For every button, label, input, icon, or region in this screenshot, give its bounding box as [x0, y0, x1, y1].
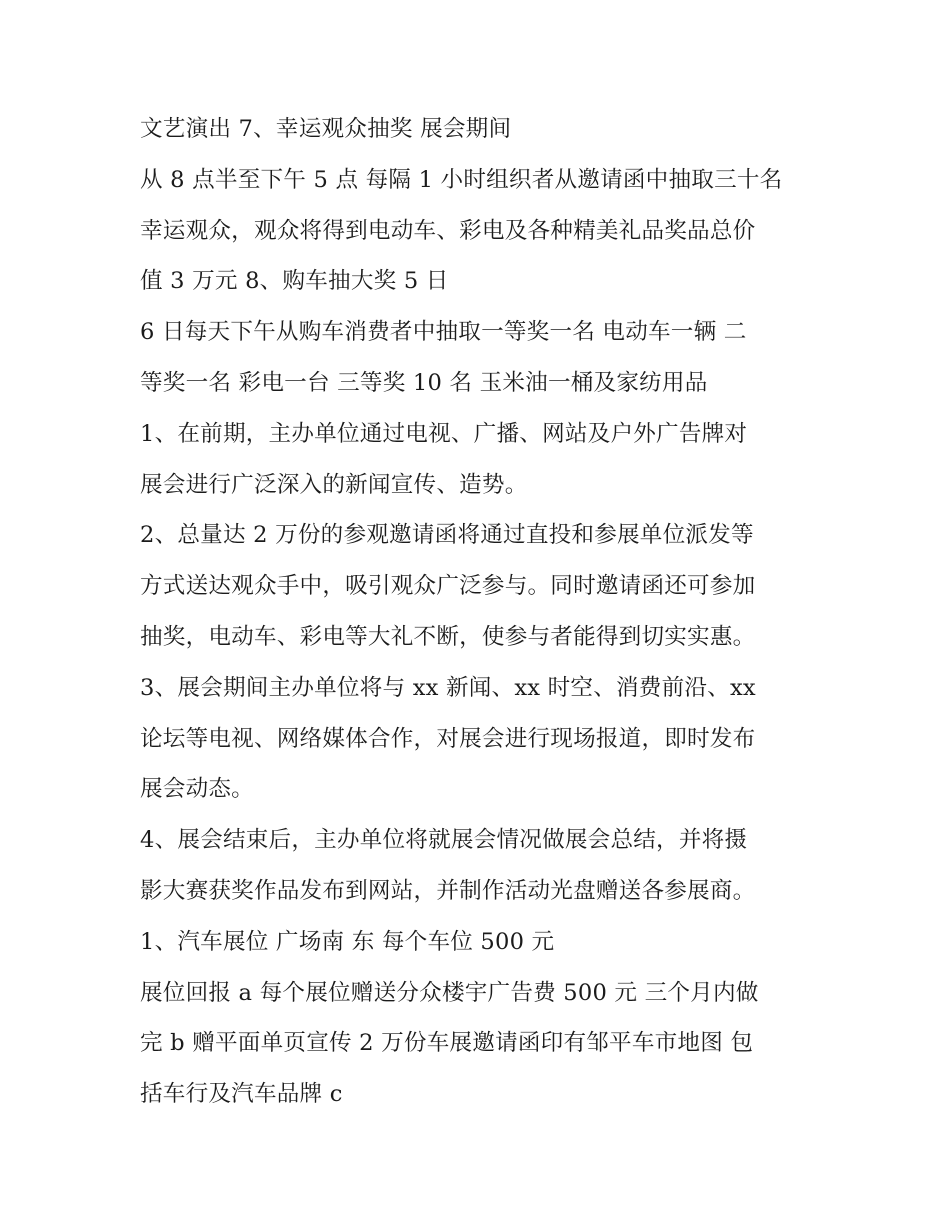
text-line: 等奖一名 彩电一台 三等奖 10 名 玉米油一桶及家纺用品: [140, 369, 708, 396]
text-line: 括车行及汽车品牌 c: [140, 1081, 343, 1108]
text-line: 文艺演出 7、幸运观众抽奖 展会期间: [140, 116, 512, 142]
text-line: 抽奖，电动车、彩电等大礼不断，使参与者能得到切实实惠。: [140, 623, 756, 650]
document-body: [140, 107, 830, 1123]
text-line: 展会进行广泛深入的新闻宣传、造势。: [140, 471, 528, 498]
text-line: 3、展会期间主办单位将与 xx 新闻、xx 时空、消费前沿、xx: [140, 674, 756, 701]
text-line: 6 日每天下午从购车消费者中抽取一等奖一名 电动车一辆 二: [140, 319, 747, 346]
text-line: 4、展会结束后，主办单位将就展会情况做展会总结，并将摄: [140, 827, 748, 854]
text-line: 1、在前期，主办单位通过电视、广播、网站及户外广告牌对: [140, 420, 748, 447]
text-line: 2、总量达 2 万份的参观邀请函将通过直投和参展单位派发等: [140, 522, 754, 549]
text-line: 完 b 赠平面单页宣传 2 万份车展邀请函印有邹平车市地图 包: [140, 1030, 754, 1057]
text-line: 展会动态。: [140, 776, 254, 803]
text-line: 展位回报 a 每个展位赠送分众楼宇广告费 500 元 三个月内做: [140, 979, 759, 1006]
text-line: 论坛等电视、网络媒体合作，对展会进行现场报道，即时发布: [140, 725, 756, 752]
text-line: 1、汽车展位 广场南 东 每个车位 500 元: [140, 928, 555, 955]
text-line: 幸运观众，观众将得到电动车、彩电及各种精美礼品奖品总价: [140, 217, 756, 244]
text-line: 值 3 万元 8、购车抽大奖 5 日: [140, 268, 449, 295]
text-line: 从 8 点半至下午 5 点 每隔 1 小时组织者从邀请函中抽取三十名: [140, 166, 783, 193]
text-line: 影大赛获奖作品发布到网站，并制作活动光盘赠送各参展商。: [140, 877, 756, 904]
text-line: 方式送达观众手中，吸引观众广泛参与。同时邀请函还可参加: [140, 573, 756, 600]
